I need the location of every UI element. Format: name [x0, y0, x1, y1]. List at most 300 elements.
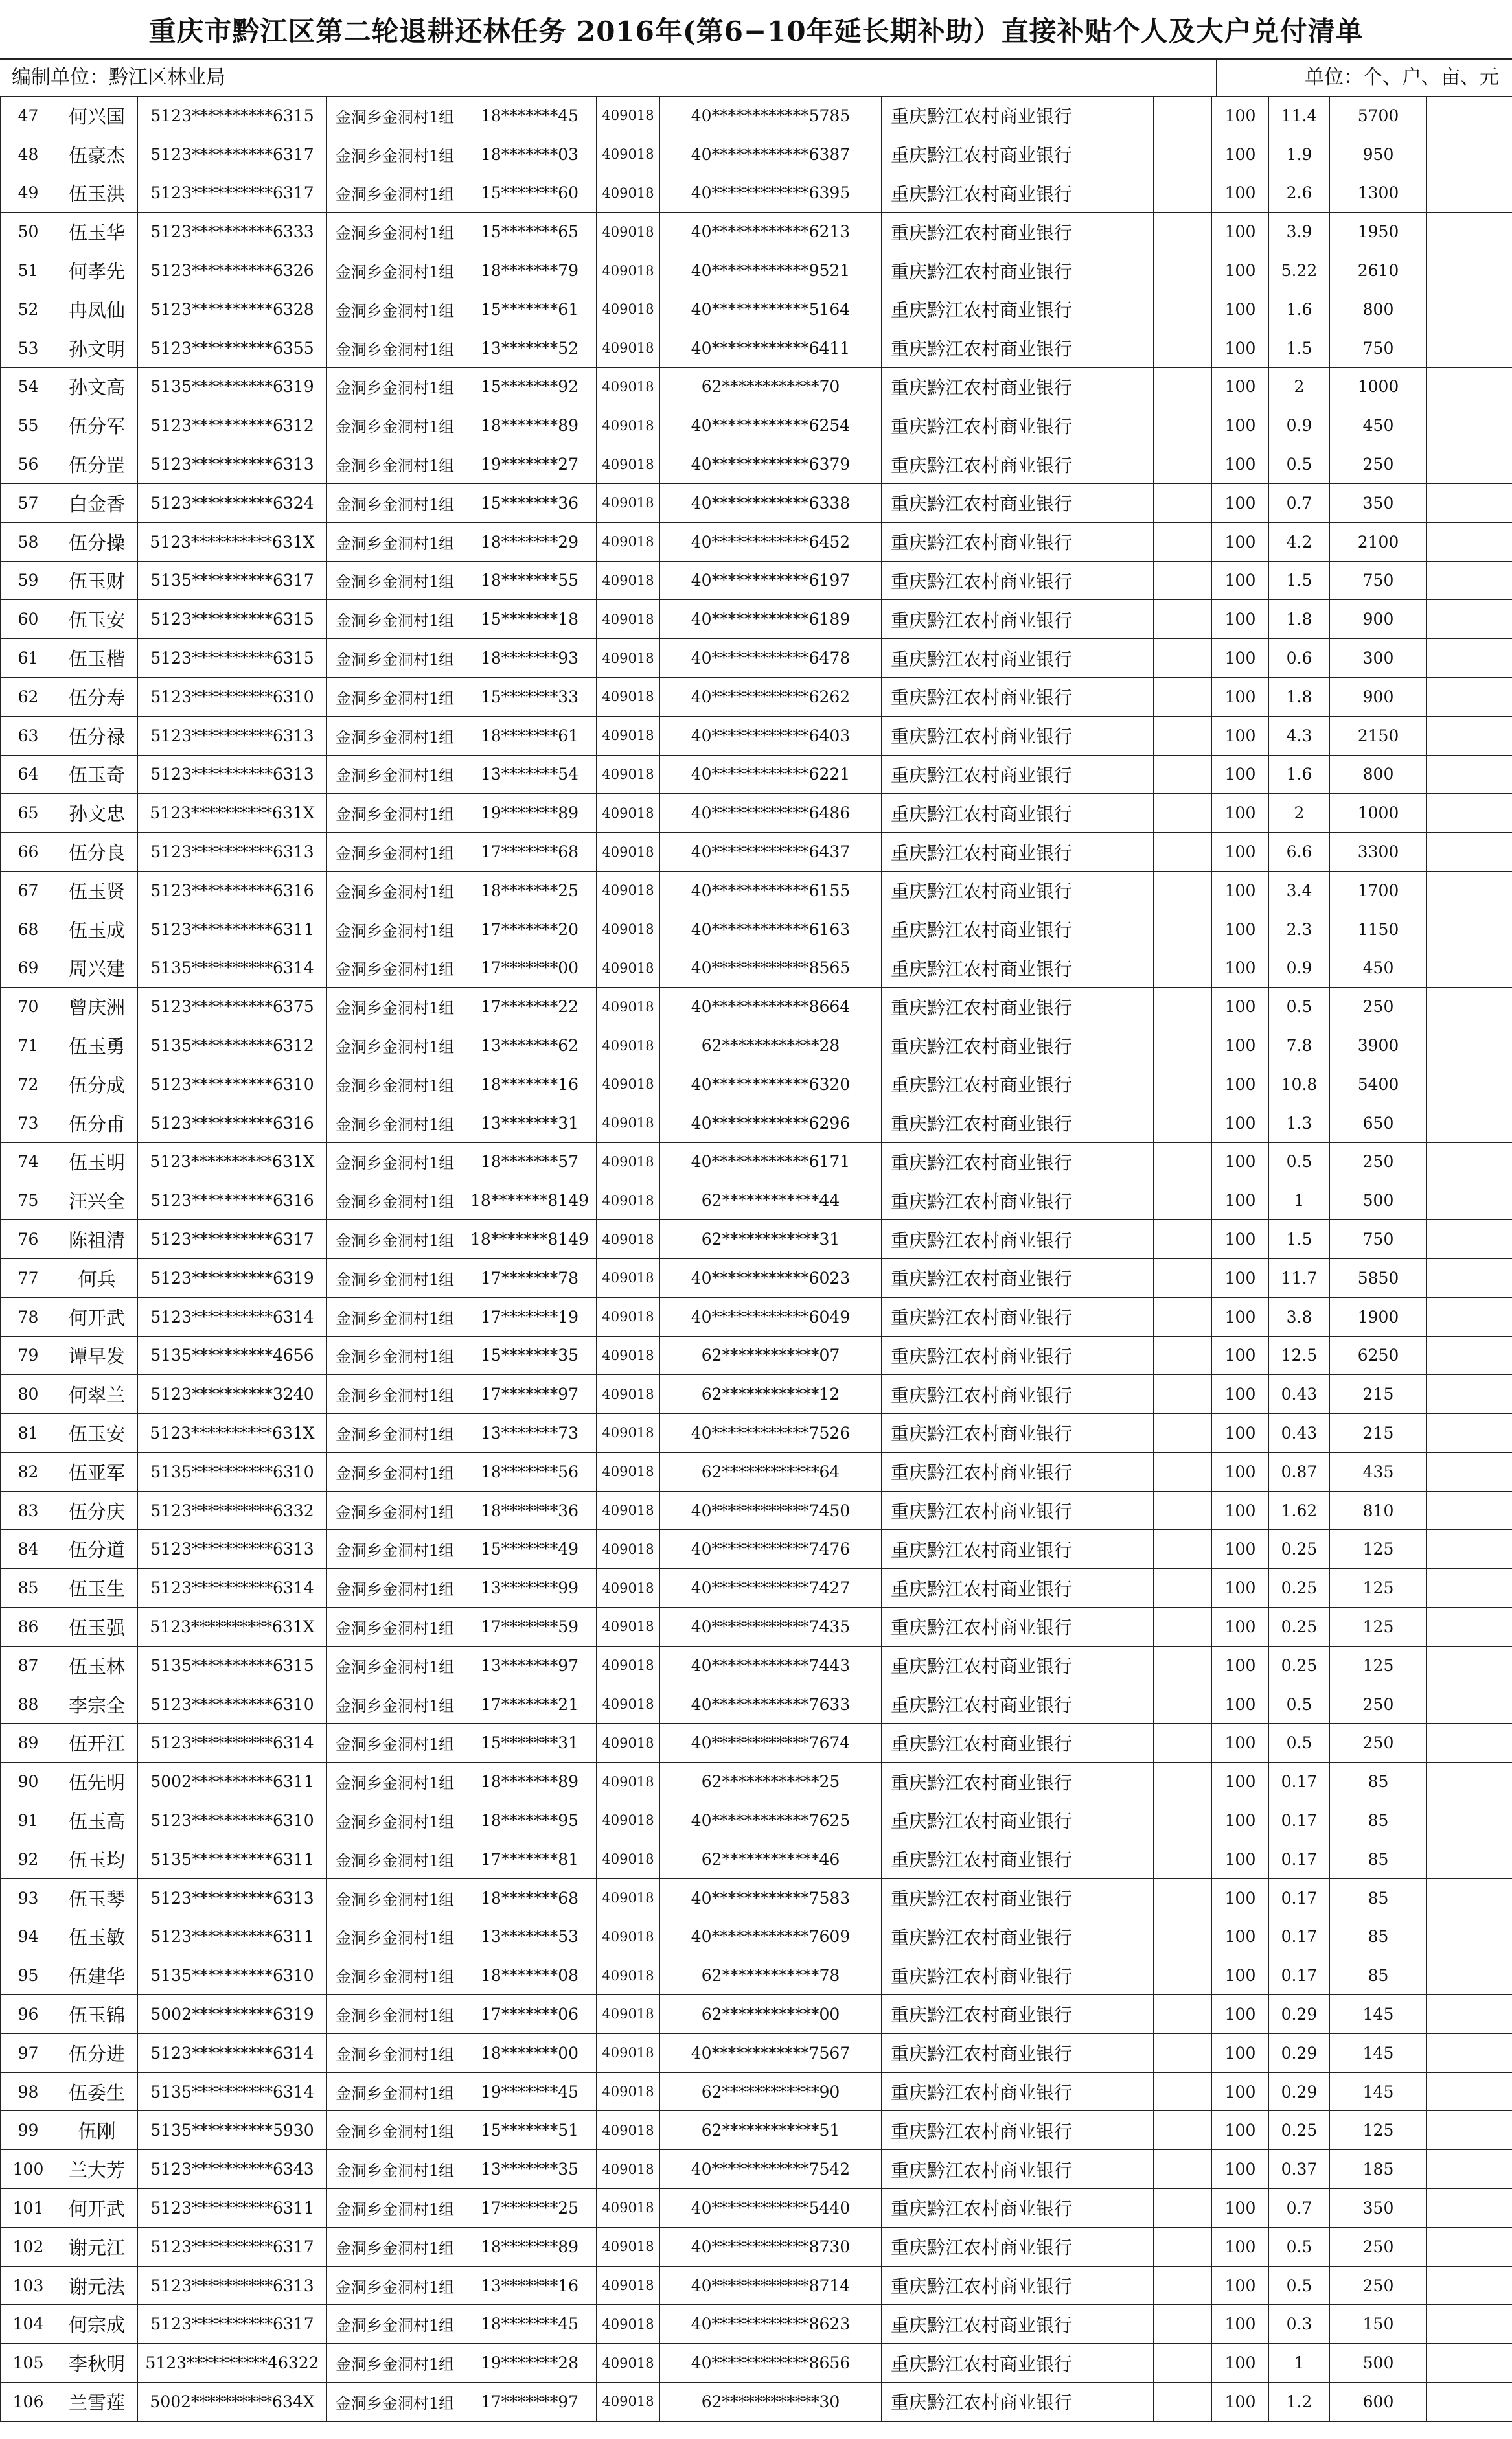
row-number: 97 — [1, 2033, 56, 2072]
subsidy-standard: 100 — [1212, 1181, 1269, 1220]
village: 金洞乡金洞村1组 — [327, 1375, 463, 1414]
amount-yuan: 450 — [1330, 949, 1427, 988]
bank-code: 409018 — [597, 522, 660, 561]
row-number: 85 — [1, 1569, 56, 1608]
blank-cell — [1154, 522, 1212, 561]
table-row — [1, 2344, 1512, 2383]
row-number: 74 — [1, 1142, 56, 1181]
area-mu: 0.37 — [1269, 2150, 1330, 2189]
person-name: 谭早发 — [56, 1336, 138, 1375]
id-number: 5123**********6310 — [138, 1801, 327, 1840]
row-number: 80 — [1, 1375, 56, 1414]
phone-number: 18*******8149 — [463, 1181, 597, 1220]
id-number: 5123**********6317 — [138, 174, 327, 213]
row-number: 81 — [1, 1414, 56, 1453]
subsidy-standard: 100 — [1212, 1104, 1269, 1142]
bank-name: 重庆黔江农村商业银行 — [882, 1142, 1154, 1181]
row-number: 54 — [1, 367, 56, 406]
account-number: 40************6395 — [660, 174, 882, 213]
phone-number: 18*******89 — [463, 2227, 597, 2266]
row-number: 67 — [1, 871, 56, 910]
table-row — [1, 1414, 1512, 1453]
row-number: 98 — [1, 2072, 56, 2111]
area-mu: 1.9 — [1269, 135, 1330, 174]
bank-name: 重庆黔江农村商业银行 — [882, 1956, 1154, 1995]
amount-yuan: 1150 — [1330, 910, 1427, 949]
subsidy-standard: 100 — [1212, 794, 1269, 833]
area-mu: 0.5 — [1269, 1724, 1330, 1763]
phone-number: 13*******73 — [463, 1414, 597, 1453]
remark-cell — [1427, 910, 1512, 949]
person-name: 伍建华 — [56, 1956, 138, 1995]
blank-cell — [1154, 1840, 1212, 1878]
bank-code: 409018 — [597, 716, 660, 755]
bank-name: 重庆黔江农村商业银行 — [882, 2344, 1154, 2383]
bank-code: 409018 — [597, 1608, 660, 1647]
person-name: 伍玉楷 — [56, 639, 138, 678]
account-number: 62************31 — [660, 1220, 882, 1259]
phone-number: 17*******00 — [463, 949, 597, 988]
bank-code: 409018 — [597, 1142, 660, 1181]
bank-code: 409018 — [597, 1685, 660, 1724]
bank-code: 409018 — [597, 1336, 660, 1375]
row-number: 66 — [1, 833, 56, 872]
phone-number: 17*******97 — [463, 2383, 597, 2422]
phone-number: 13*******53 — [463, 1917, 597, 1956]
amount-yuan: 1000 — [1330, 794, 1427, 833]
subsidy-standard: 100 — [1212, 1452, 1269, 1491]
id-number: 5123**********6375 — [138, 988, 327, 1026]
village: 金洞乡金洞村1组 — [327, 290, 463, 329]
phone-number: 13*******16 — [463, 2266, 597, 2305]
area-mu: 0.5 — [1269, 445, 1330, 484]
account-number: 62************70 — [660, 367, 882, 406]
amount-yuan: 800 — [1330, 755, 1427, 794]
table-row — [1, 1956, 1512, 1995]
phone-number: 15*******18 — [463, 600, 597, 639]
person-name: 伍玉强 — [56, 1608, 138, 1647]
id-number: 5123**********6310 — [138, 1065, 327, 1104]
account-number: 40************6171 — [660, 1142, 882, 1181]
id-number: 5123**********6317 — [138, 2227, 327, 2266]
blank-cell — [1154, 1104, 1212, 1142]
id-number: 5123**********6310 — [138, 677, 327, 716]
id-number: 5123**********6355 — [138, 329, 327, 367]
bank-name: 重庆黔江农村商业银行 — [882, 2227, 1154, 2266]
amount-yuan: 900 — [1330, 600, 1427, 639]
area-mu: 1.5 — [1269, 561, 1330, 600]
table-row — [1, 1724, 1512, 1763]
amount-yuan: 215 — [1330, 1414, 1427, 1453]
account-number: 40************6478 — [660, 639, 882, 678]
subsidy-standard: 100 — [1212, 1801, 1269, 1840]
id-number: 5135**********6312 — [138, 1026, 327, 1065]
blank-cell — [1154, 1917, 1212, 1956]
person-name: 伍玉洪 — [56, 174, 138, 213]
area-mu: 2 — [1269, 794, 1330, 833]
amount-yuan: 750 — [1330, 1220, 1427, 1259]
village: 金洞乡金洞村1组 — [327, 1142, 463, 1181]
bank-name: 重庆黔江农村商业银行 — [882, 2150, 1154, 2189]
subsidy-standard: 100 — [1212, 1763, 1269, 1801]
amount-yuan: 125 — [1330, 2111, 1427, 2150]
phone-number: 13*******54 — [463, 755, 597, 794]
village: 金洞乡金洞村1组 — [327, 2072, 463, 2111]
bank-name: 重庆黔江农村商业银行 — [882, 1878, 1154, 1917]
area-mu: 0.9 — [1269, 949, 1330, 988]
village: 金洞乡金洞村1组 — [327, 1220, 463, 1259]
amount-yuan: 85 — [1330, 1840, 1427, 1878]
subsidy-standard: 100 — [1212, 2305, 1269, 2344]
bank-name: 重庆黔江农村商业银行 — [882, 1763, 1154, 1801]
village: 金洞乡金洞村1组 — [327, 1258, 463, 1297]
subsidy-standard: 100 — [1212, 290, 1269, 329]
table-row — [1, 1181, 1512, 1220]
blank-cell — [1154, 1375, 1212, 1414]
blank-cell — [1154, 329, 1212, 367]
phone-number: 18*******61 — [463, 716, 597, 755]
person-name: 伍玉明 — [56, 1142, 138, 1181]
area-mu: 1.8 — [1269, 600, 1330, 639]
account-number: 62************00 — [660, 1995, 882, 2034]
blank-cell — [1154, 1181, 1212, 1220]
amount-yuan: 600 — [1330, 2383, 1427, 2422]
subsidy-standard: 100 — [1212, 1646, 1269, 1685]
area-mu: 1.62 — [1269, 1491, 1330, 1530]
account-number: 40************6403 — [660, 716, 882, 755]
bank-code: 409018 — [597, 251, 660, 290]
subsidy-standard: 100 — [1212, 755, 1269, 794]
account-number: 40************7542 — [660, 2150, 882, 2189]
area-mu: 0.5 — [1269, 2227, 1330, 2266]
subsidy-standard: 100 — [1212, 2227, 1269, 2266]
bank-code: 409018 — [597, 2383, 660, 2422]
village: 金洞乡金洞村1组 — [327, 1685, 463, 1724]
phone-number: 18*******57 — [463, 1142, 597, 1181]
bank-name: 重庆黔江农村商业银行 — [882, 988, 1154, 1026]
table-row — [1, 1646, 1512, 1685]
bank-name: 重庆黔江农村商业银行 — [882, 483, 1154, 522]
id-number: 5123**********6315 — [138, 639, 327, 678]
village: 金洞乡金洞村1组 — [327, 794, 463, 833]
bank-code: 409018 — [597, 290, 660, 329]
id-number: 5123**********6313 — [138, 1530, 327, 1569]
id-number: 5135**********6310 — [138, 1956, 327, 1995]
area-mu: 0.25 — [1269, 2111, 1330, 2150]
bank-name: 重庆黔江农村商业银行 — [882, 1026, 1154, 1065]
village: 金洞乡金洞村1组 — [327, 1646, 463, 1685]
village: 金洞乡金洞村1组 — [327, 2266, 463, 2305]
amount-yuan: 250 — [1330, 1685, 1427, 1724]
amount-yuan: 1900 — [1330, 1297, 1427, 1336]
row-number: 73 — [1, 1104, 56, 1142]
account-number: 40************6338 — [660, 483, 882, 522]
bank-code: 409018 — [597, 1530, 660, 1569]
area-mu: 0.43 — [1269, 1375, 1330, 1414]
id-number: 5123**********6316 — [138, 1181, 327, 1220]
remark-cell — [1427, 2266, 1512, 2305]
bank-code: 409018 — [597, 213, 660, 251]
bank-name: 重庆黔江农村商业银行 — [882, 1840, 1154, 1878]
phone-number: 15*******36 — [463, 483, 597, 522]
remark-cell — [1427, 2111, 1512, 2150]
village: 金洞乡金洞村1组 — [327, 2344, 463, 2383]
amount-yuan: 85 — [1330, 1801, 1427, 1840]
blank-cell — [1154, 2227, 1212, 2266]
phone-number: 17*******78 — [463, 1258, 597, 1297]
table-row — [1, 1878, 1512, 1917]
amount-yuan: 2150 — [1330, 716, 1427, 755]
phone-number: 18*******29 — [463, 522, 597, 561]
subsidy-standard: 100 — [1212, 2072, 1269, 2111]
blank-cell — [1154, 1685, 1212, 1724]
blank-cell — [1154, 2150, 1212, 2189]
id-number: 5123**********6314 — [138, 1297, 327, 1336]
blank-cell — [1154, 1065, 1212, 1104]
bank-code: 409018 — [597, 794, 660, 833]
table-row — [1, 1491, 1512, 1530]
row-number: 99 — [1, 2111, 56, 2150]
village: 金洞乡金洞村1组 — [327, 833, 463, 872]
table-row — [1, 833, 1512, 872]
bank-name: 重庆黔江农村商业银行 — [882, 2305, 1154, 2344]
remark-cell — [1427, 1685, 1512, 1724]
row-number: 79 — [1, 1336, 56, 1375]
id-number: 5135**********6317 — [138, 561, 327, 600]
row-number: 56 — [1, 445, 56, 484]
row-number: 105 — [1, 2344, 56, 2383]
remark-cell — [1427, 522, 1512, 561]
phone-number: 18*******45 — [463, 97, 597, 135]
subsidy-standard: 100 — [1212, 1608, 1269, 1647]
remark-cell — [1427, 2227, 1512, 2266]
person-name: 冉凤仙 — [56, 290, 138, 329]
amount-yuan: 300 — [1330, 639, 1427, 678]
village: 金洞乡金洞村1组 — [327, 406, 463, 445]
village: 金洞乡金洞村1组 — [327, 97, 463, 135]
account-number: 40************6379 — [660, 445, 882, 484]
remark-cell — [1427, 561, 1512, 600]
account-number: 40************8623 — [660, 2305, 882, 2344]
account-number: 62************30 — [660, 2383, 882, 2422]
area-mu: 4.2 — [1269, 522, 1330, 561]
bank-code: 409018 — [597, 483, 660, 522]
id-number: 5123**********46322 — [138, 2344, 327, 2383]
bank-code: 409018 — [597, 1491, 660, 1530]
blank-cell — [1154, 600, 1212, 639]
area-mu: 0.6 — [1269, 639, 1330, 678]
village: 金洞乡金洞村1组 — [327, 2227, 463, 2266]
account-number: 40************7427 — [660, 1569, 882, 1608]
bank-name: 重庆黔江农村商业银行 — [882, 1336, 1154, 1375]
remark-cell — [1427, 2072, 1512, 2111]
bank-code: 409018 — [597, 1220, 660, 1259]
remark-cell — [1427, 1569, 1512, 1608]
person-name: 何开武 — [56, 2189, 138, 2228]
person-name: 伍玉琴 — [56, 1878, 138, 1917]
subsidy-standard: 100 — [1212, 716, 1269, 755]
bank-name: 重庆黔江农村商业银行 — [882, 290, 1154, 329]
phone-number: 17*******21 — [463, 1685, 597, 1724]
amount-yuan: 6250 — [1330, 1336, 1427, 1375]
village: 金洞乡金洞村1组 — [327, 135, 463, 174]
bank-name: 重庆黔江农村商业银行 — [882, 2072, 1154, 2111]
row-number: 64 — [1, 755, 56, 794]
village: 金洞乡金洞村1组 — [327, 871, 463, 910]
amount-yuan: 750 — [1330, 329, 1427, 367]
person-name: 伍分寿 — [56, 677, 138, 716]
table-row — [1, 135, 1512, 174]
blank-cell — [1154, 1220, 1212, 1259]
person-name: 伍玉高 — [56, 1801, 138, 1840]
table-row — [1, 1142, 1512, 1181]
subsidy-standard: 100 — [1212, 1336, 1269, 1375]
subsidy-standard: 100 — [1212, 1142, 1269, 1181]
bank-code: 409018 — [597, 561, 660, 600]
remark-cell — [1427, 483, 1512, 522]
subsidy-standard: 100 — [1212, 251, 1269, 290]
id-number: 5123**********6313 — [138, 716, 327, 755]
phone-number: 15*******49 — [463, 1530, 597, 1569]
bank-name: 重庆黔江农村商业银行 — [882, 1608, 1154, 1647]
table-row — [1, 2033, 1512, 2072]
area-mu: 3.8 — [1269, 1297, 1330, 1336]
account-number: 40************6411 — [660, 329, 882, 367]
bank-name: 重庆黔江农村商业银行 — [882, 1801, 1154, 1840]
remark-cell — [1427, 135, 1512, 174]
row-number: 96 — [1, 1995, 56, 2034]
area-mu: 0.3 — [1269, 2305, 1330, 2344]
account-number: 40************6023 — [660, 1258, 882, 1297]
account-number: 40************7625 — [660, 1801, 882, 1840]
area-mu: 2.3 — [1269, 910, 1330, 949]
table-row — [1, 1026, 1512, 1065]
subsidy-standard: 100 — [1212, 1375, 1269, 1414]
area-mu: 1 — [1269, 1181, 1330, 1220]
account-number: 40************6296 — [660, 1104, 882, 1142]
bank-code: 409018 — [597, 1917, 660, 1956]
subsidy-standard: 100 — [1212, 871, 1269, 910]
remark-cell — [1427, 1104, 1512, 1142]
subsidy-standard: 100 — [1212, 2266, 1269, 2305]
phone-number: 19*******45 — [463, 2072, 597, 2111]
phone-number: 18*******89 — [463, 406, 597, 445]
table-row — [1, 2305, 1512, 2344]
table-row — [1, 1995, 1512, 2034]
area-mu: 4.3 — [1269, 716, 1330, 755]
person-name: 伍分甫 — [56, 1104, 138, 1142]
row-number: 55 — [1, 406, 56, 445]
phone-number: 17*******22 — [463, 988, 597, 1026]
area-mu: 12.5 — [1269, 1336, 1330, 1375]
bank-name: 重庆黔江农村商业银行 — [882, 2111, 1154, 2150]
subsidy-standard: 100 — [1212, 1026, 1269, 1065]
subsidy-standard: 100 — [1212, 910, 1269, 949]
blank-cell — [1154, 213, 1212, 251]
phone-number: 18*******25 — [463, 871, 597, 910]
bank-code: 409018 — [597, 1646, 660, 1685]
id-number: 5135**********6319 — [138, 367, 327, 406]
page-title: 重庆市黔江区第二轮退耕还林任务 2016年(第6−10年延长期补助）直接补贴个人及大户兑付清单 — [148, 16, 1364, 47]
bank-code: 409018 — [597, 2150, 660, 2189]
person-name: 伍豪杰 — [56, 135, 138, 174]
person-name: 伍玉奇 — [56, 755, 138, 794]
bank-name: 重庆黔江农村商业银行 — [882, 1491, 1154, 1530]
bank-code: 409018 — [597, 1801, 660, 1840]
row-number: 100 — [1, 2150, 56, 2189]
area-mu: 0.5 — [1269, 1685, 1330, 1724]
id-number: 5123**********6316 — [138, 871, 327, 910]
account-number: 40************6437 — [660, 833, 882, 872]
amount-yuan: 145 — [1330, 2033, 1427, 2072]
row-number: 49 — [1, 174, 56, 213]
bank-name: 重庆黔江农村商业银行 — [882, 677, 1154, 716]
person-name: 伍玉成 — [56, 910, 138, 949]
area-mu: 2 — [1269, 367, 1330, 406]
amount-yuan: 5700 — [1330, 97, 1427, 135]
bank-code: 409018 — [597, 1297, 660, 1336]
remark-cell — [1427, 1763, 1512, 1801]
phone-number: 17*******19 — [463, 1297, 597, 1336]
person-name: 伍分进 — [56, 2033, 138, 2072]
bank-name: 重庆黔江农村商业银行 — [882, 949, 1154, 988]
table-row — [1, 1297, 1512, 1336]
bank-code: 409018 — [597, 677, 660, 716]
phone-number: 17*******20 — [463, 910, 597, 949]
blank-cell — [1154, 1995, 1212, 2034]
village: 金洞乡金洞村1组 — [327, 367, 463, 406]
village: 金洞乡金洞村1组 — [327, 1608, 463, 1647]
row-number: 87 — [1, 1646, 56, 1685]
subsidy-standard: 100 — [1212, 329, 1269, 367]
table-row — [1, 794, 1512, 833]
village: 金洞乡金洞村1组 — [327, 677, 463, 716]
phone-number: 18*******16 — [463, 1065, 597, 1104]
row-number: 78 — [1, 1297, 56, 1336]
area-mu: 1.8 — [1269, 677, 1330, 716]
village: 金洞乡金洞村1组 — [327, 1956, 463, 1995]
bank-name: 重庆黔江农村商业银行 — [882, 1220, 1154, 1259]
row-number: 103 — [1, 2266, 56, 2305]
blank-cell — [1154, 1763, 1212, 1801]
person-name: 伍亚军 — [56, 1452, 138, 1491]
row-number: 60 — [1, 600, 56, 639]
blank-cell — [1154, 1646, 1212, 1685]
blank-cell — [1154, 1452, 1212, 1491]
person-name: 伍玉安 — [56, 1414, 138, 1453]
phone-number: 13*******31 — [463, 1104, 597, 1142]
row-number: 82 — [1, 1452, 56, 1491]
blank-cell — [1154, 2072, 1212, 2111]
account-number: 40************5440 — [660, 2189, 882, 2228]
account-number: 40************7633 — [660, 1685, 882, 1724]
bank-name: 重庆黔江农村商业银行 — [882, 1375, 1154, 1414]
bank-name: 重庆黔江农村商业银行 — [882, 2189, 1154, 2228]
row-number: 75 — [1, 1181, 56, 1220]
row-number: 94 — [1, 1917, 56, 1956]
remark-cell — [1427, 600, 1512, 639]
id-number: 5123**********631X — [138, 1414, 327, 1453]
amount-yuan: 150 — [1330, 2305, 1427, 2344]
remark-cell — [1427, 97, 1512, 135]
id-number: 5135**********6315 — [138, 1646, 327, 1685]
table-row — [1, 1917, 1512, 1956]
amount-yuan: 125 — [1330, 1608, 1427, 1647]
row-number: 59 — [1, 561, 56, 600]
blank-cell — [1154, 1569, 1212, 1608]
subsidy-standard: 100 — [1212, 1840, 1269, 1878]
id-number: 5123**********6313 — [138, 833, 327, 872]
